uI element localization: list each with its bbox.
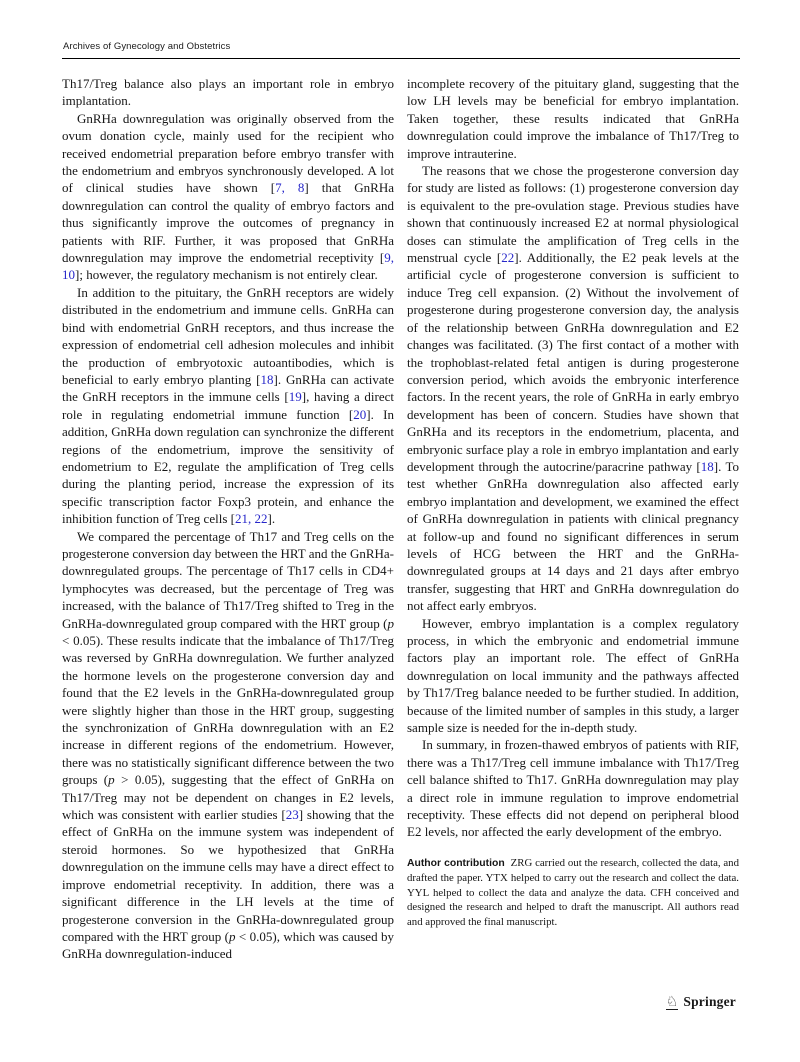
right-column	[407, 75, 739, 963]
paragraph: incomplete recovery of the pituitary gland, suggesting that the low LH levels may be beneficial for embryo implantation. Taken together, these results indicated that GnRHa downregulation could improve the imbalance of Th17/Treg to improve intrauterine.	[407, 76, 739, 161]
paragraph: We compared the percentage of Th17 and Treg cells on the progesterone conversion day between the HRT and the GnRHa-downregulated groups. The percentage of Th17 cells in CD4+ lymphocytes was decreased, but the percentage of Treg was increased, with the balance of Th17/Treg shifted to Treg in the GnRHa-downregulated group compared with the HRT group (p < 0.05). These results indicate that the imbalance of Th17/Treg was reversed by GnRHa downregulation. We further analyzed the hormone levels on the progesterone conversion day and found that the E2 levels in the GnRHa-downregulated group were slightly higher than those in the HRT group, suggesting the synchronization of GnRHa downregulation with an E2 increase in different regions of the endometrium. However, there was no statistically significant difference between the two groups (p > 0.05), suggesting that the effect of GnRHa on Th17/Treg may not be dependent on changes in E2 levels, which was consistent with earlier studies [23] showing that the effect of GnRHa on the immune system was independent of steroid hormones. So we hypothesized that GnRHa downregulation on the immune cells may have a direct effect to improve endometrial receptivity. In addition, there was a significant difference in the LH levels at the time of progesterone conversion in the GnRHa-downregulated group compared with the HRT group (p < 0.05), which was caused by GnRHa downregulation-induced	[62, 528, 395, 962]
publisher-name: Springer	[683, 994, 736, 1009]
citation-link[interactable]: 7, 8	[275, 180, 305, 196]
citation-link[interactable]: 18	[260, 371, 274, 387]
running-head-journal-title: Archives of Gynecology and Obstetrics	[63, 41, 231, 52]
paragraph: However, embryo implantation is a complex regulatory process, in which the embryonic and endometrial immune factors play an important role. The effect of GnRHa downregulation on local immunity and the pathways affected by Th17/Treg balance needed to be further studied. In addition, because of the limited number of samples in this study, a larger sample size is needed for the in-depth study.	[407, 615, 739, 736]
paragraph: GnRHa downregulation was originally observed from the ovum donation cycle, mainly used for the recipient who received endometrial preparation before embryo transfer with the endometrium and embryos synchronously developed. A lot of clinical studies have shown [7, 8] that GnRHa downregulation can control the quality of embryo factors and thus significantly improve the outcomes of pregnancy in patients with RIF. Further, it was proposed that GnRHa downregulation may improve the endometrial receptivity [9, 10]; however, the regulatory mechanism is not entirely clear.	[62, 110, 395, 283]
header-rule	[62, 58, 740, 59]
paragraph: In addition to the pituitary, the GnRH receptors are widely distributed in the endometrium and immune cells. GnRHa can bind with endometrial GnRH receptors, and thus increase the expression of endometrial cell adhesion molecules and inhibit the production of embryotoxic autoantibodies, which is beneficial to early embryo planting [18]. GnRHa can activate the GnRH receptors in the immune cells [19], having a direct role in regulating endometrial immune function [20]. In addition, GnRHa down regulation can synchronize the different regions of the endometrium, improve the sensitivity of endometrium to E2, regulate the amplification of Treg cells during the planting period, increase the expression of its specific transcription factor Foxp3 protein, and enhance the inhibition function of Treg cells [21, 22].	[62, 284, 394, 527]
author-contribution-section	[407, 856, 739, 929]
citation-link[interactable]: 18	[700, 458, 714, 474]
author-contribution-text: ZRG carried out the research, collected the data, and drafted the paper. YTX helped to carry out the research and collect the data. YYL helped to collect the data and analyze the data. CFH conceived and designed the research and helped to draft the manuscript. All authors read and approved the final manuscript.	[407, 856, 739, 928]
publisher-footer	[666, 994, 736, 1010]
paragraph: In summary, in frozen-thawed embryos of patients with RIF, there was a Th17/Treg cell immune imbalance with Th17/Treg cell balance shifted to Th17. GnRHa downregulation may play a direct role in immune regulation to improve endometrial receptivity. These effects did not depend on peripheral blood E2 levels, nor affected the early development of the embryo.	[407, 737, 739, 840]
paragraph: The reasons that we chose the progesterone conversion day for study are listed as follows: (1) progesterone conversion day is equivalent to the pre-ovulation stage. Previous studies have shown that continuously increased E2 at normal physiological doses can stimulate the amplification of Treg cells in the menstrual cycle [22]. Additionally, the E2 peak levels at the artificial cycle of progesterone conversion is sufficient to induce Treg cell expansion. (2) Without the involvement of progesterone during progesterone conversion day, the analysis of the relationship between GnRHa downregulation and E2 changes was facilitated. (3) The first contact of a mother with the trophoblast-related fetal antigen is during progesterone conversion period, which avoids the embryonic interference factors. In the recent years, the role of GnRHa in early embryo development has been of concern. Studies have shown that GnRHa and its receptors in the endometrium, placenta, and embryonic surface play a role in embryo implantation and early development through the autocrine/paracrine pathway [18]. To test whether GnRHa downregulation also affected early embryo implantation and development, we examined the effect of GnRHa downregulation in patients with clinical pregnancy at follow-up and found no significant differences in serum levels of HCG between the HRT and the GnRHa-downregulated groups at 14 days and 21 days after embryo transfer, suggesting that HRT and GnRHa downregulation do not affect early embryos.	[407, 163, 740, 614]
italic-statistic-symbol: p	[387, 615, 394, 631]
page-content	[62, 41, 740, 963]
citation-link[interactable]: 22	[501, 250, 515, 266]
citation-link[interactable]: 20	[353, 406, 367, 422]
citation-link[interactable]: 21, 22	[234, 511, 268, 527]
two-column-body	[62, 75, 740, 963]
springer-knight-logo-icon: ♘	[665, 993, 679, 1010]
paragraph: Th17/Treg balance also plays an important role in embryo implantation.	[62, 76, 394, 109]
left-column	[62, 75, 394, 963]
italic-statistic-symbol: p	[108, 772, 115, 788]
author-contribution-label: Author contribution	[407, 857, 505, 869]
citation-link[interactable]: 9, 10	[62, 250, 394, 283]
citation-link[interactable]: 19	[288, 389, 302, 405]
citation-link[interactable]: 23	[285, 807, 299, 823]
italic-statistic-symbol: p	[228, 928, 236, 944]
